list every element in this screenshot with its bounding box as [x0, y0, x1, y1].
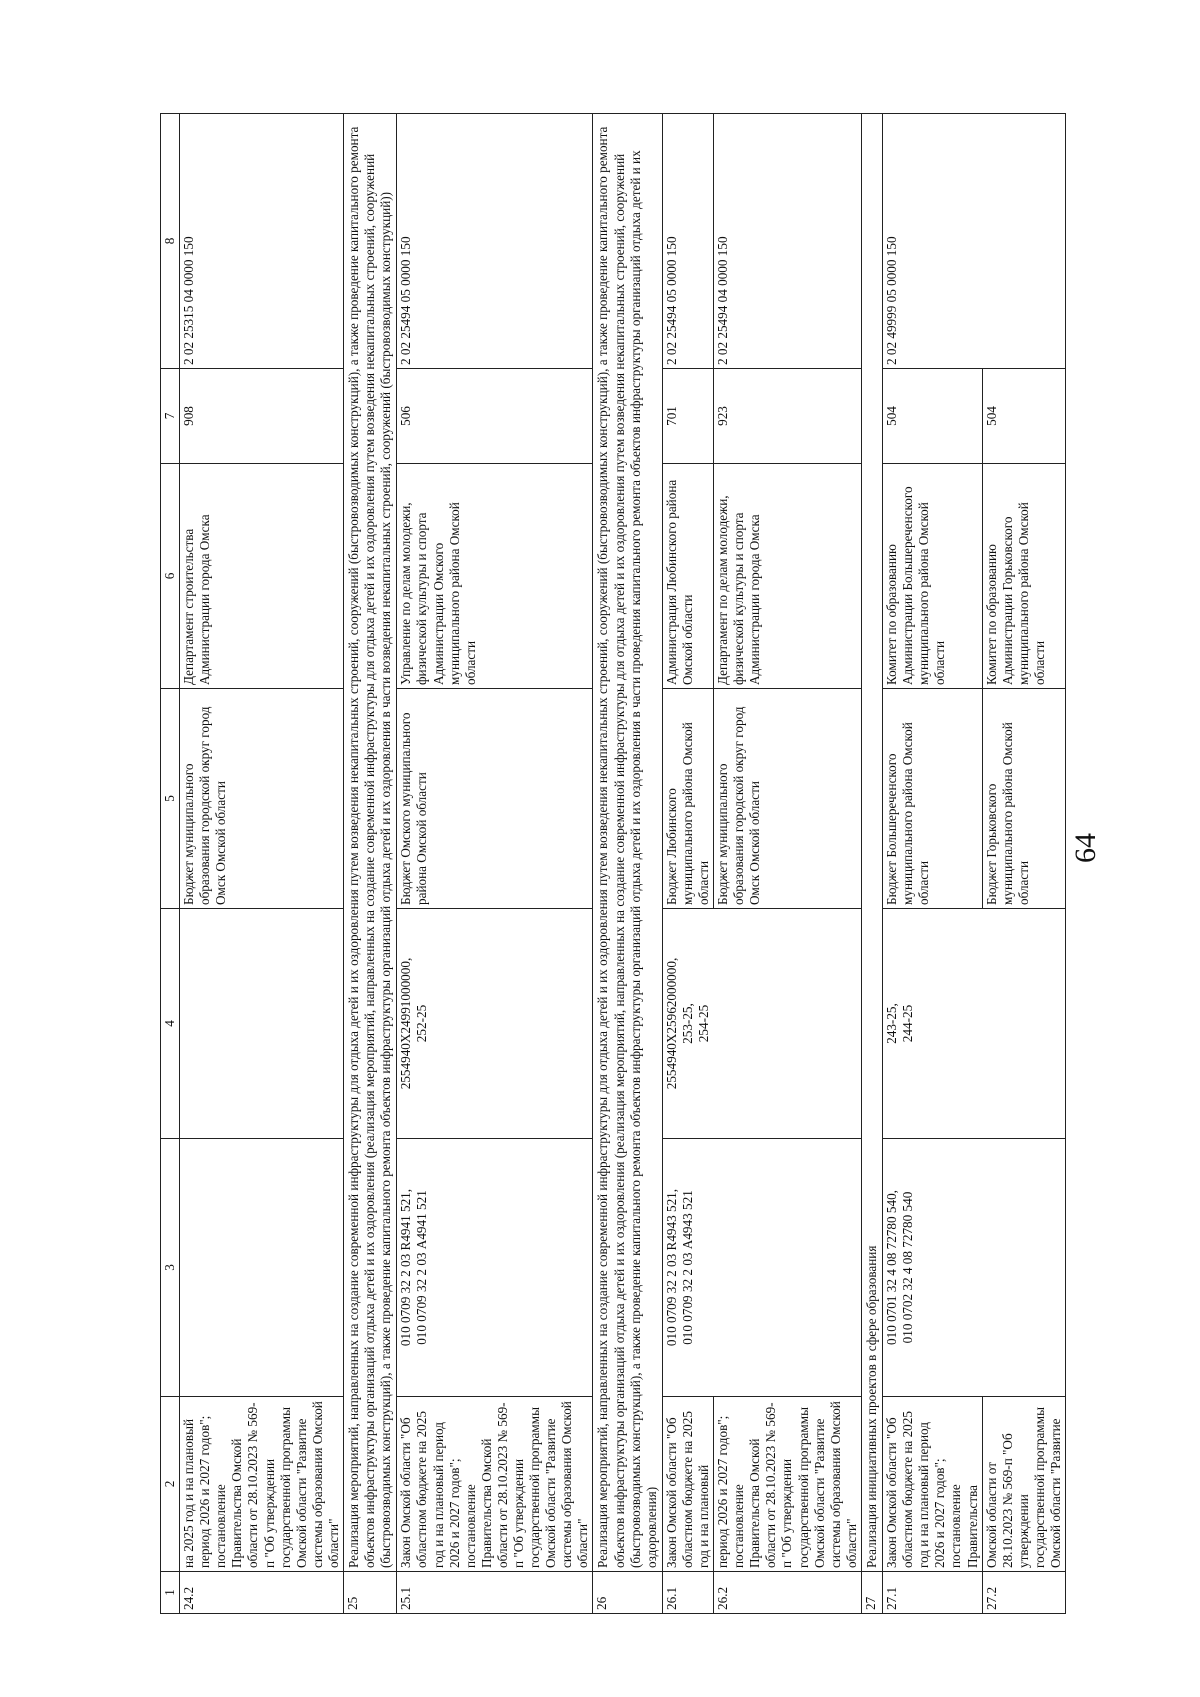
legal-basis: Закон Омской области "Об областном бюджете на 2025 год и на плановый период 2026 и 2027 годов"; постановление Правительства Омской области от 28.10.2023 № 569-п "Об утверждении государственной программы Омской области "Развитие системы образования Омской области" [397, 1397, 593, 1572]
section-row [344, 114, 397, 1614]
table-row [397, 114, 593, 1614]
row-number: 27.1 [883, 1572, 983, 1614]
admin-code: 923 [714, 369, 862, 464]
legal-basis: период 2026 и 2027 годов"; постановление Правительства Омской области от 28.10.2023 № 569-п "Об утверждении государственной программы Омской области "Развитие системы образования Омской области" [714, 1397, 862, 1572]
header-cell: 5 [161, 689, 180, 909]
recipient-budget: Бюджет Большереченского муниципального района Омской области [883, 689, 983, 909]
row-number: 25 [344, 1572, 397, 1614]
row-number: 24.2 [180, 1572, 344, 1614]
expense-code: 010 0709 32 2 03 R4941 521, 010 0709 32 2 03 А4941 521 [397, 1139, 593, 1397]
admin-code: 908 [180, 369, 344, 464]
recipient-budget: Бюджет муниципального образования городской округ город Омск Омской области [180, 689, 344, 909]
page-number: 64 [1069, 833, 1102, 863]
header-cell: 8 [161, 114, 180, 369]
target-code: 2554940X25962000000, 253-25, 254-25 [662, 909, 861, 1139]
recipient-budget: Бюджет муниципального образования городской округ город Омск Омской области [714, 689, 862, 909]
admin-code: 504 [982, 369, 1065, 464]
revenue-code: 2 02 25494 05 0000 150 [662, 114, 713, 369]
expense-code [180, 1139, 344, 1397]
legal-basis: Омской области от 28.10.2023 № 569-п "Об утверждении государственной программы Омской области "Развитие [982, 1397, 1065, 1572]
header-cell: 2 [161, 1397, 180, 1572]
section-row [861, 114, 882, 1614]
row-number: 26.2 [714, 1572, 862, 1614]
target-code [180, 909, 344, 1139]
target-code: 243-25, 244-25 [883, 909, 1066, 1139]
row-number: 27 [861, 1572, 882, 1614]
header-cell: 4 [161, 909, 180, 1139]
administrator: Департамент строительства Администрации города Омска [180, 464, 344, 689]
admin-code: 506 [397, 369, 593, 464]
revenue-code: 2 02 25494 04 0000 150 [714, 114, 862, 369]
header-row [161, 114, 180, 1614]
header-cell: 6 [161, 464, 180, 689]
administrator: Управление по делам молодежи, физической культуры и спорта Администрации Омского муниципального района Омской области [397, 464, 593, 689]
revenue-code: 2 02 25494 05 0000 150 [397, 114, 593, 369]
administrator: Департамент по делам молодежи, физической культуры и спорта Администрации города Омска [714, 464, 862, 689]
row-number: 26.1 [662, 1572, 713, 1614]
target-code: 2554940X24991000000, 252-25 [397, 909, 593, 1139]
recipient-budget: Бюджет Омского муниципального района Омской области [397, 689, 593, 909]
expense-code: 010 0709 32 2 03 R4943 521, 010 0709 32 2 03 А4943 521 [662, 1139, 861, 1397]
legal-basis: Закон Омской области "Об областном бюджете на 2025 год и на плановый период 2026 и 2027 годов"; постановление Правительства [883, 1397, 983, 1572]
section-row [593, 114, 662, 1614]
admin-code: 504 [883, 369, 983, 464]
section-title: Реализация мероприятий, направленных на создание современной инфраструктуры для отдыха детей и их оздоровления путем возведения некапитальных строений, сооружений (быстровозводимых конструкций), а также проведение капитального ремонта объектов инфраструктуры организаций отдыха детей и их оздоровления (реализация мероприятий, направленных на создание современной инфраструктуры для отдыха детей и их оздоровления путем возведения некапитальных строений, сооружений (быстровозводимых конструкций), а также проведение капитального ремонта объектов инфраструктуры организаций отдыха детей и их оздоровления в части проведения капитального ремонта объектов инфраструктуры организаций отдыха детей и их оздоровления) [593, 114, 662, 1572]
table-row [883, 114, 983, 1614]
table-row [662, 114, 713, 1614]
header-cell: 1 [161, 1572, 180, 1614]
legal-basis: Закон Омской области "Об областном бюджете на 2025 год и на плановый [662, 1397, 713, 1572]
section-title: Реализация инициативных проектов в сфере образования [861, 114, 882, 1572]
revenue-code: 2 02 25315 04 0000 150 [180, 114, 344, 369]
revenue-code: 2 02 49999 05 0000 150 [883, 114, 1066, 369]
administrator: Комитет по образованию Администрации Горьковского муниципального района Омской области [982, 464, 1065, 689]
budget-table [160, 113, 1066, 1614]
recipient-budget: Бюджет Горьковского муниципального района Омской области [982, 689, 1065, 909]
administrator: Администрация Любинского района Омской области [662, 464, 713, 689]
admin-code: 701 [662, 369, 713, 464]
table-row [180, 114, 344, 1614]
section-title: Реализация мероприятий, направленных на создание современной инфраструктуры для отдыха детей и их оздоровления путем возведения некапитальных строений, сооружений (быстровозводимых конструкций), а также проведение капитального ремонта объектов инфраструктуры организаций отдыха детей и их оздоровления (реализация мероприятий, направленных на создание современной инфраструктуры для отдыха детей и их оздоровления путем возведения некапитальных строений, сооружений (быстровозводимых конструкций), а также проведение капитального ремонта объектов инфраструктуры организаций отдыха детей и их оздоровления в части возведения некапитальных строений, сооружений (быстровозводимых конструкций)) [344, 114, 397, 1572]
rotated-table-wrapper [160, 114, 1063, 1614]
row-number: 25.1 [397, 1572, 593, 1614]
row-number: 26 [593, 1572, 662, 1614]
legal-basis: на 2025 год и на плановый период 2026 и 2027 годов"; постановление Правительства Омской области от 28.10.2023 № 569-п "Об утверждении государственной программы Омской области "Развитие системы образования Омской области" [180, 1397, 344, 1572]
row-number: 27.2 [982, 1572, 1065, 1614]
header-cell: 7 [161, 369, 180, 464]
administrator: Комитет по образованию Администрации Большереченского муниципального района Омской области [883, 464, 983, 689]
expense-code: 010 0701 32 4 08 72780 540, 010 0702 32 4 08 72780 540 [883, 1139, 1066, 1397]
recipient-budget: Бюджет Любинского муниципального района Омской области [662, 689, 713, 909]
header-cell: 3 [161, 1139, 180, 1397]
